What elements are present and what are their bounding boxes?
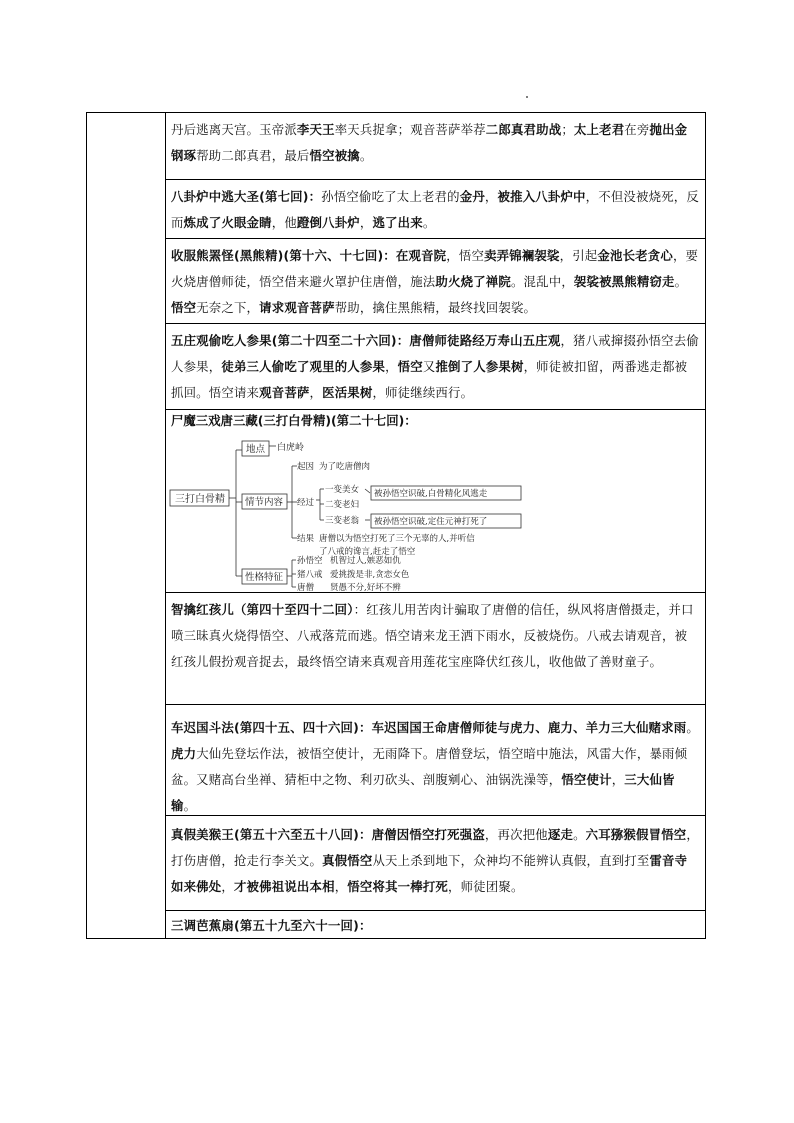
row-bajiaoshan [166,911,705,940]
bold-text: 被推入八卦炉中 [497,189,586,204]
row-renshenguo [166,324,705,410]
row-text [171,715,699,819]
text-segment: ， [484,189,498,204]
text-segment: 。 [686,720,699,735]
text-segment: 在旁 [624,122,650,137]
bold-text: 悟空 [171,300,197,315]
trait-desc: 机智过人,嫉恶如仇 [330,556,401,566]
bold-text: 抛出金钢琢 [171,122,688,163]
text-segment: ，猪八戒撺掇孙悟空去偷人参果， [171,333,699,374]
row-honghaier [166,593,705,705]
text-segment: ，引起 [559,248,598,263]
text-segment: 。 [674,274,688,289]
trait-name: 唐僧 [297,583,315,593]
bold-text: 五庄观偷吃人参果(第二十四至二十六回)： [171,333,410,348]
text-segment: 帮助，擒住黑熊精，最终找回袈裟。 [334,300,537,315]
text-segment: ：红孩儿用苦肉计骗取了唐僧的信任，纵风将唐僧摄走，并口喷三昧真火烧得悟空、八戒落荒而逃。悟空请来龙王洒下雨水，反被烧伤。八戒去请观音，被红孩儿假扮观音捉去，最终悟空请来真观音用莲花宝座降伏红孩儿，收他做了善财童子。 [171,602,694,669]
row-text [171,243,699,321]
result-line: 了八戒的谗言,赶走了悟空 [319,547,416,557]
root-label: 三打白骨精 [175,494,225,505]
row-chechiguo [166,705,705,816]
row-text [171,328,699,406]
left-column [87,113,166,938]
bold-text: 悟空 [397,359,423,374]
bold-text: 推倒了人参果树 [435,359,524,374]
bold-text: 悟空使计 [561,772,612,787]
row-meihouwang [166,816,705,911]
traits-label: 性格特征 [245,572,284,583]
text-segment: 无奈之下， [196,300,260,315]
text-segment: ，师徒团聚。 [448,879,524,894]
text-segment: 帮助二郎真君，最后 [196,148,310,163]
page-mark [526,96,528,98]
bold-text: 悟空被擒 [309,148,360,163]
bold-text: 在观音院 [395,248,447,263]
location-value: 白虎岭 [277,443,305,453]
cause-text: 为了吃唐僧肉 [319,462,371,472]
bold-text: 请求观音菩萨 [259,300,335,315]
text-segment: ， [221,879,234,894]
row-text [171,822,699,900]
bold-text: 唐僧师徒路经万寿山五庄观 [409,333,561,348]
trait-desc: 贤愚不分,好坏不辨 [330,583,401,593]
text-segment: 从天上杀到地下，众神均不能辨认真假，直到打至 [372,853,650,868]
diagram-title: 尸魔三戏唐三藏(三打白骨精)(第二十七回)： [171,413,417,428]
text-segment: ，师徒继续西行。 [372,385,474,400]
text-segment: 。 [573,827,586,842]
text-segment: 孙悟空偷吃了太上老君的 [321,189,460,204]
bold-text: 袈裟被黑熊精窃走 [573,274,675,289]
bold-text: 车迟国斗法(第四十五、四十六回)： [171,720,372,735]
bold-text: 炼成了火眼金睛 [183,215,272,230]
text-segment: 。 [183,798,197,813]
text-segment: ； [561,122,574,137]
plot-label: 情节内容 [245,497,284,508]
bold-text: 蹬倒八卦炉 [296,215,360,230]
row-text [171,184,699,236]
text-segment: ，他 [271,215,297,230]
bold-text: 六耳猕猴假冒悟空 [585,827,687,842]
step-label: 三变老翁 [325,516,360,526]
bold-text: 金丹 [459,189,485,204]
step-label: 二变老妇 [325,500,360,510]
bold-text: 助火烧了禅院 [435,274,511,289]
trait-name: 孙悟空 [297,556,323,566]
row-heixiongjing [166,239,705,324]
text-segment: ，不但没被烧死，反而 [171,189,699,230]
cause-label: 起因 [297,462,315,472]
text-segment: ，师徒被扣留，两番逃走都被抓回。悟空请来 [171,359,688,400]
step-note: 被孙悟空识破,白骨精化风逃走 [374,489,488,499]
row-text [171,913,699,939]
text-segment: ， [611,772,625,787]
text-segment: 大仙先登坛作法，被悟空使计，无雨降下。唐僧登坛，悟空暗中施法，风雷大作，暴雨倾盆。又赌高台坐禅、猜柜中之物、利刃砍头、剖腹剜心、油锅洗澡等， [171,746,688,787]
bold-text: 金池长老贪心 [597,248,673,263]
bold-text: 八卦炉中逃大圣(第七回)： [171,189,322,204]
location-label: 地点 [246,444,266,455]
bold-text: 唐僧因悟空打死强盗 [371,827,485,842]
bold-text: 雷音寺如来佛处 [171,853,688,894]
text-segment: 率天兵捉拿；观音菩萨举荐 [334,122,486,137]
bold-text: 车迟国国王命唐僧师徒与虎力、鹿力、羊力三大仙赌求雨 [371,720,687,735]
text-segment: ，打伤唐僧，抢走行李关文。 [171,827,699,868]
text-segment: 。 [359,148,373,163]
bold-text: 徒弟三人偷吃了观里的人参果 [221,359,386,374]
trait-name: 猪八戒 [297,570,323,580]
bold-text: 才被佛祖说出本相 [233,879,335,894]
process-label: 经过 [297,498,315,508]
text-segment: 。混乱中， [510,274,574,289]
row-baigujing [166,410,705,593]
bold-text: 三大仙皆输 [171,772,675,813]
story-table [86,112,706,939]
bold-text: 逃了出来 [372,215,423,230]
result-line: 唐僧以为悟空打死了三个无辜的人,并听信 [319,534,475,544]
bold-text: 观音菩萨 [259,385,310,400]
row-tianbing [166,113,705,180]
row-text [171,597,699,675]
text-segment: ， [309,385,323,400]
step-note: 被孙悟空识破,定住元神打死了 [374,517,488,527]
bold-text: 太上老君 [573,122,625,137]
text-segment: ， [385,359,398,374]
bold-text: 卖弄锦襕袈裟 [484,248,560,263]
text-segment: ， [359,215,373,230]
bold-text: 收服熊罴怪(黑熊精)(第十六、十七回)： [171,248,396,263]
text-segment: ，悟空 [446,248,485,263]
step-label: 一变美女 [325,485,360,495]
text-segment: 。 [422,215,436,230]
row-bagualu [166,180,705,239]
bold-text: 二郎真君助战 [485,122,562,137]
text-segment: ，要火烧唐僧师徒，悟空借来避火罩护住唐僧，施法 [171,248,699,289]
bold-text: 真假美猴王(第五十六至五十八回)： [171,827,372,842]
bold-text: 虎力 [171,746,197,761]
mind-map [166,410,707,593]
bold-text: 真假悟空 [322,853,373,868]
bold-text: 医活果树 [322,385,373,400]
text-segment: ，再次把他 [484,827,548,842]
bold-text: 逐走 [547,827,574,842]
text-segment: ， [334,879,348,894]
bold-text: 三调芭蕉扇(第五十九至六十一回)： [171,918,372,933]
row-text [171,117,699,169]
bold-text: 悟空将其一棒打死 [347,879,449,894]
bold-text: 智擒红孩儿（第四十至四十二回） [171,602,354,617]
bold-text: 李天王 [296,122,335,137]
trait-desc: 爱挑拨是非,贪恋女色 [330,570,410,580]
result-label: 结果 [297,534,315,544]
text-segment: 又 [422,359,436,374]
text-segment: 丹后逃离天宫。玉帝派 [171,122,297,137]
